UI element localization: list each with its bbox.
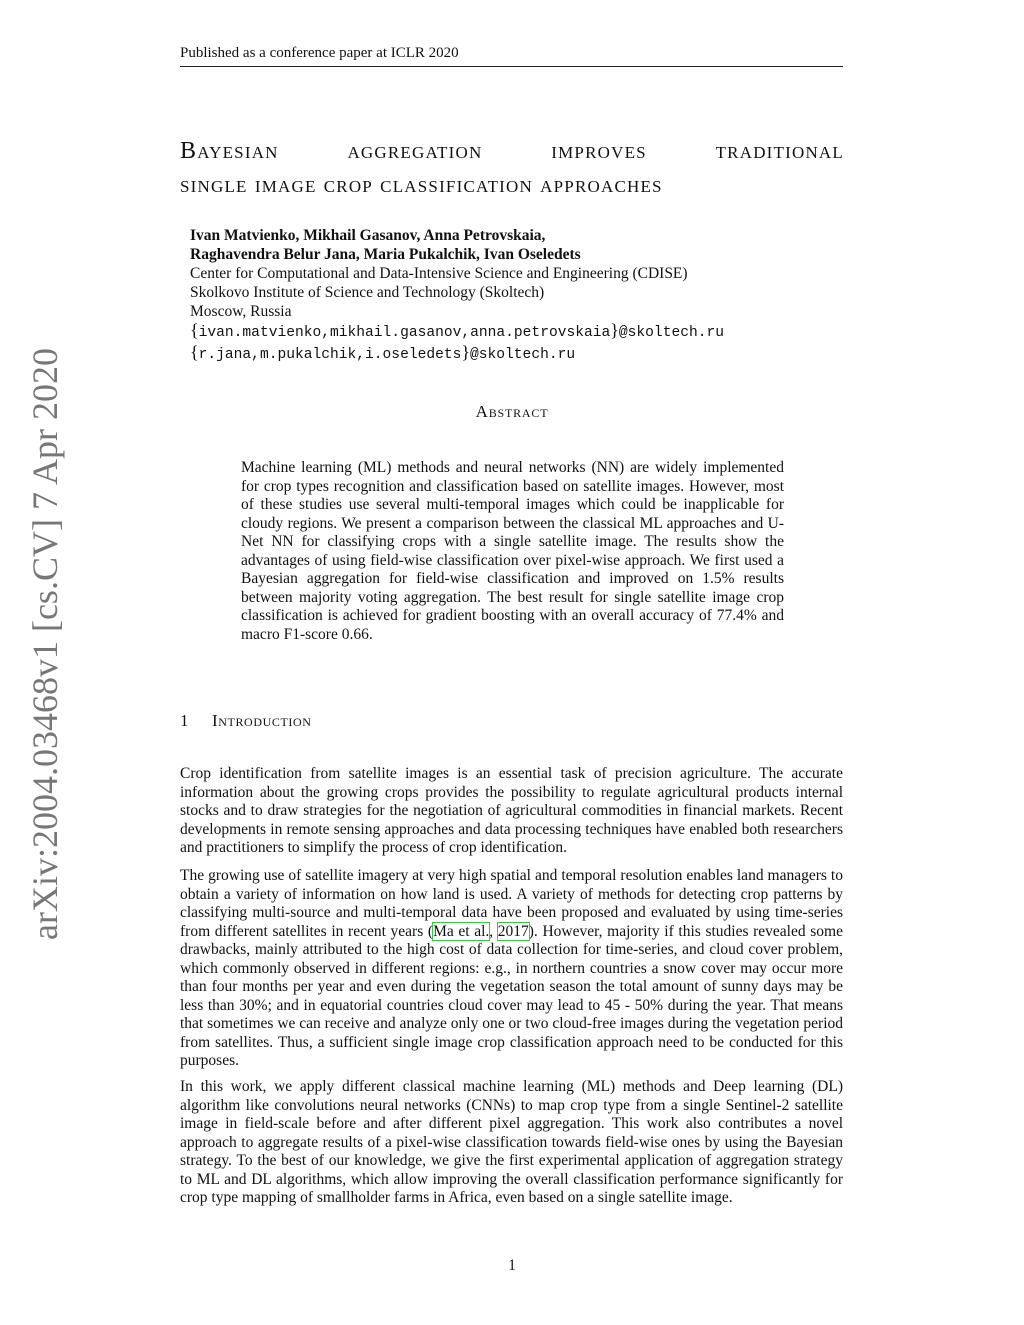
email-brace-close: } (610, 320, 619, 340)
paper-title (180, 134, 844, 202)
intro-paragraph-1: Crop identification from satellite images is an essential task of precision agriculture. The accurate information about the growing crops provides the possibility to regulate agricultural products internal stocks and to draw strategies for the negotiation of agricultural commodities in financial markets. Recent developments in remote sensing approaches and data processing techniques have enabled both researchers and practitioners to simplify the process of crop identification. (180, 765, 843, 856)
title-line-2: single image crop classification approaches (180, 172, 663, 198)
page-number: 1 (508, 1257, 516, 1274)
email-brace-close: } (461, 342, 471, 362)
email-line-2 (190, 343, 830, 365)
title-line-1: Bayesian aggregation improves traditional (180, 138, 844, 164)
section-heading-introduction (180, 711, 312, 731)
abstract-heading: Abstract (475, 402, 549, 421)
affiliation-location: Moscow, Russia (190, 303, 292, 320)
citation-separator: , (489, 922, 498, 940)
author-block (190, 226, 830, 365)
intro-paragraph-3: In this work, we apply different classical machine learning (ML) methods and Deep learning (DL) algorithm like convolutions neural networks (CNNs) to map crop type from a single Sentinel-2 satellite image in field-scale before and after different pixel aggregation. This work also contributes a novel approach to aggregate results of a pixel-wise classification towards field-wise ones by using the Bayesian strategy. To the best of our knowledge, we give the first experimental application of aggregation strategy to ML and DL algorithms, which allow improving the overall classification performance significantly for crop type mapping of smallholder farms in Africa, even based on a single satellite image. (180, 1078, 843, 1206)
arxiv-identifier-stamp: arXiv:2004.03468v1 [cs.CV] 7 Apr 2020 (25, 348, 65, 940)
affiliation-institute: Skolkovo Institute of Science and Technology (Skoltech) (190, 284, 545, 301)
email-1-domain: @skoltech.ru (618, 325, 724, 341)
citation-link-author[interactable]: Ma et al. (433, 922, 490, 940)
email-1-users: ivan.matvienko,mikhail.gasanov,anna.petrovskaia (198, 325, 611, 341)
paragraph-text: The growing use of satellite imagery at very high spatial and temporal resolution enables land managers to obtain a variety of information on how land is used. A variety of methods for detecting crop patterns by classifying multi-source and multi-temporal data have been proposed and evaluated by using time-series from different satellites in recent years ( (180, 867, 843, 940)
section-title: Introduction (212, 711, 312, 730)
abstract-text: Machine learning (ML) methods and neural networks (NN) are widely implemented for crop types recognition and classification based on satellite images. However, most of these studies use several multi-temporal images which could be inapplicable for cloudy regions. We present a comparison between the classical ML approaches and U-Net NN for classifying crops with a single satellite image. The results show the advantages of using field-wise classification over pixel-wise approach. We first used a Bayesian aggregation for field-wise classification and improved on 1.5% results between majority voting aggregation. The best result for single satellite image crop classification is achieved for gradient boosting with an overall accuracy of 77.4% and macro F1-score 0.66. (241, 459, 784, 643)
author-names-line-2: Raghavendra Belur Jana, Maria Pukalchik, Ivan Oseledets (190, 246, 581, 263)
email-line-1 (190, 321, 830, 343)
email-2-users: r.jana,m.pukalchik,i.oseledets (198, 347, 462, 363)
affiliation-center: Center for Computational and Data-Intensive Science and Engineering (CDISE) (190, 265, 688, 282)
paragraph-text: ). However, majority if this studies revealed some drawbacks, mainly attributed to the high cost of data collection for time-series, and cloud cover problem, which commonly observed in different regions: e.g., in northern countries a snow cover may occur more than four months per year and even during the vegetation season the total amount of sunny days may be less than 30%; and in equatorial countries cloud cover may lead to 45 - 50% during the year. That means that sometimes we can receive and analyze only one or two cloud-free images during the vegetation period from satellites. Thus, a sufficient single image crop classification approach need to be conducted for this purposes. (180, 922, 843, 1069)
email-2-domain: @skoltech.ru (470, 347, 576, 363)
citation-link-year[interactable]: 2017 (497, 922, 529, 940)
section-number: 1 (180, 711, 190, 730)
intro-paragraph-2 (180, 867, 843, 1071)
running-head: Published as a conference paper at ICLR 2020 (180, 44, 843, 67)
email-brace-open: { (190, 320, 199, 340)
email-brace-open: { (190, 342, 199, 362)
author-names-line-1: Ivan Matvienko, Mikhail Gasanov, Anna Petrovskaia, (190, 227, 546, 244)
